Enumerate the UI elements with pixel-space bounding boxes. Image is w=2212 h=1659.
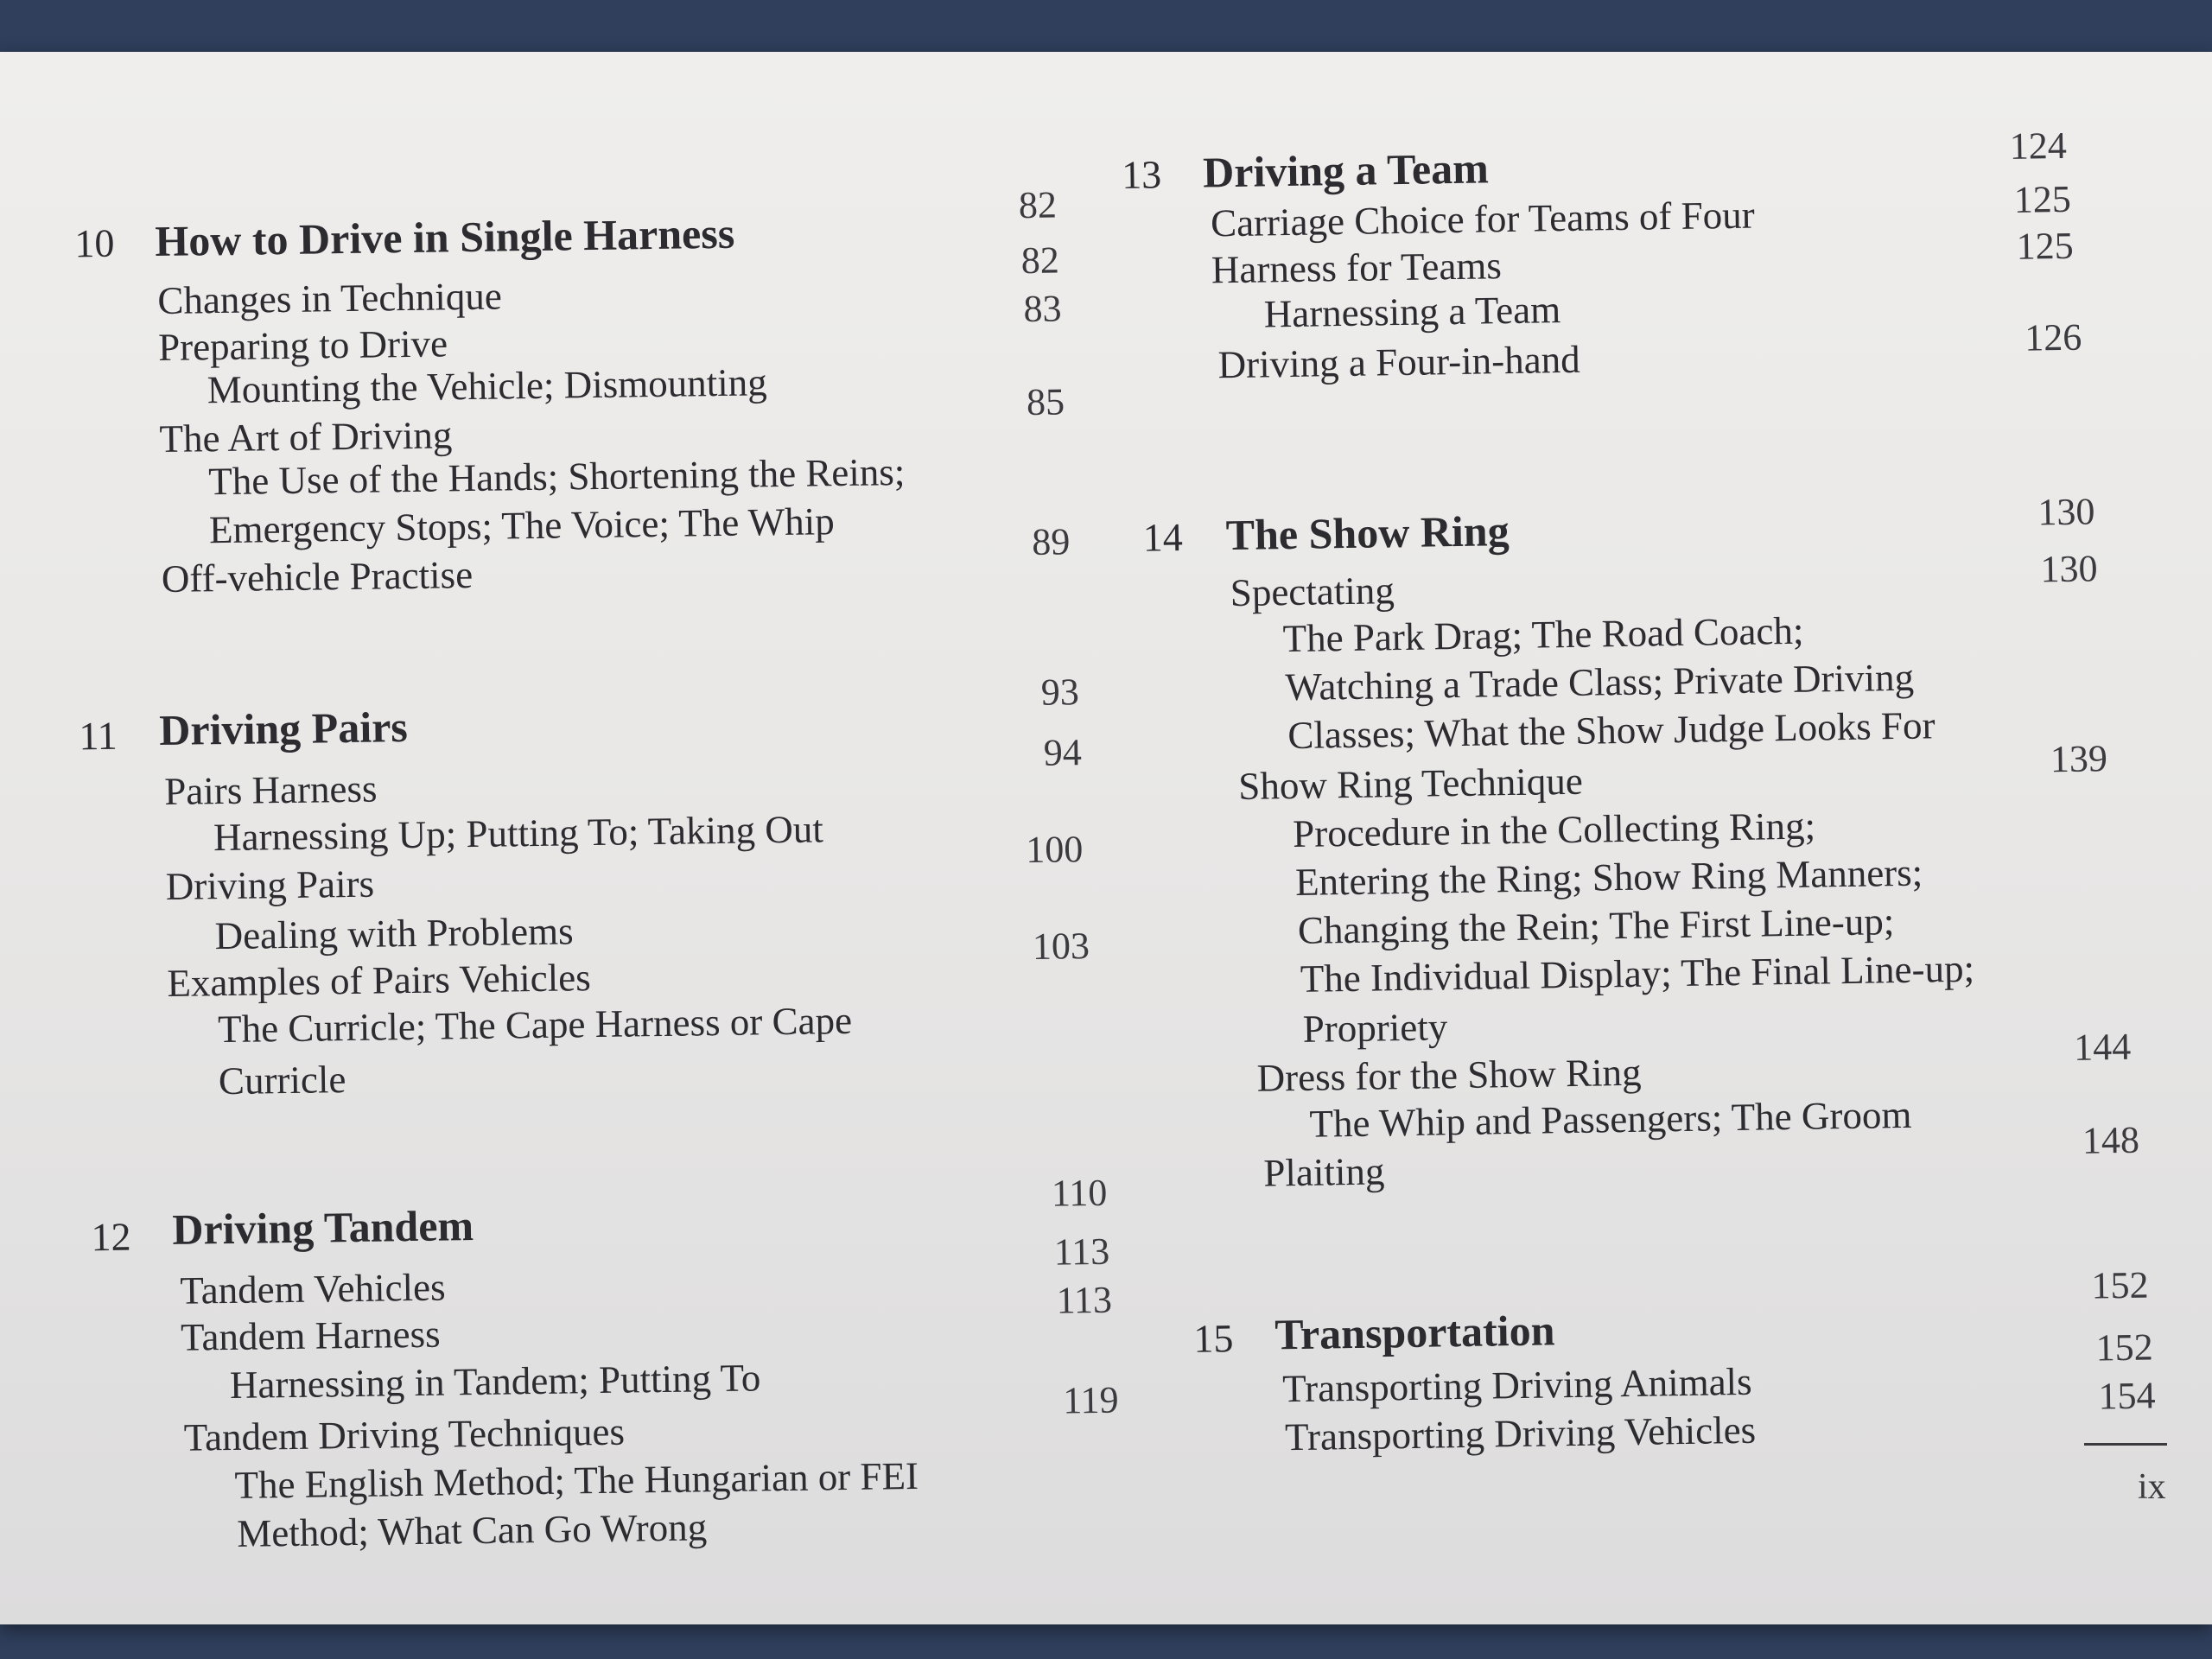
chapter-number: 14 [1142,514,1184,560]
toc-subentry: The Use of the Hands; Shortening the Reins; [207,449,906,504]
toc-subentry: Classes; What the Show Judge Looks For [1287,703,1936,758]
toc-entry: Spectating [1230,569,1395,615]
toc-entry: Dress for the Show Ring [1256,1050,1642,1100]
book-page [0,52,2212,1624]
toc-entry: Transporting Driving Animals [1281,1359,1752,1411]
toc-subentry: Mounting the Vehicle; Dismounting [207,360,767,412]
toc-entry-page: 89 [1032,520,1071,563]
page-folio: ix [2138,1467,2166,1507]
toc-entry: Carriage Choice for Teams of Four [1210,193,1755,245]
toc-subentry: The Curricle; The Cape Harness or Cape [217,998,853,1052]
toc-entry: Harness for Teams [1211,244,1503,292]
chapter-number: 13 [1121,152,1162,198]
toc-subentry: Method; What Can Go Wrong [236,1505,708,1555]
toc-subentry: Changing the Rein; The First Line-up; [1297,899,1895,952]
chapter-page: 124 [2009,124,2068,168]
toc-subentry: Harnessing in Tandem; Putting To [229,1356,761,1407]
toc-subentry: Harnessing Up; Putting To; Taking Out [213,807,824,860]
toc-entry-page: 82 [1020,238,1060,283]
toc-entry: The Art of Driving [159,413,453,461]
chapter-page: 130 [2037,490,2095,534]
toc-subentry: Harnessing a Team [1263,288,1561,336]
toc-subentry: Procedure in the Collecting Ring; [1292,804,1816,856]
toc-entry-page: 94 [1043,731,1083,774]
toc-entry-page: 125 [2013,177,2072,221]
chapter-title: Transportation [1274,1306,1555,1359]
toc-entry-page: 113 [1053,1230,1110,1274]
toc-entry-page: 126 [2024,315,2082,359]
chapter-title: How to Drive in Single Harness [155,208,735,266]
chapter-number: 12 [91,1214,131,1260]
toc-entry-page: 113 [1056,1278,1113,1322]
chapter-title: Driving Pairs [158,702,409,755]
chapter-title: Driving a Team [1202,143,1490,197]
toc-entry: Examples of Pairs Vehicles [167,956,592,1005]
toc-entry-page: 85 [1026,380,1065,423]
toc-entry-page: 100 [1025,828,1084,872]
toc-subentry: Entering the Ring; Show Ring Manners; [1294,850,1923,904]
toc-entry-page: 139 [2050,737,2108,781]
toc-entry: Tandem Driving Techniques [183,1409,626,1459]
toc-entry: Changes in Technique [157,274,503,323]
toc-entry: Off-vehicle Practise [161,552,474,601]
toc-subentry: Watching a Trade Class; Private Driving [1285,655,1915,709]
chapter-page: 110 [1051,1171,1108,1215]
toc-entry: Pairs Harness [163,766,378,813]
toc-entry-page: 119 [1062,1378,1119,1422]
toc-entry: Driving Pairs [165,861,375,908]
toc-subentry: Emergency Stops; The Voice; The Whip [208,499,836,552]
chapter-number: 15 [1192,1316,1234,1361]
toc-entry: Driving a Four-in-hand [1217,337,1581,387]
chapter-title: Driving Tandem [171,1201,474,1254]
toc-entry-page: 148 [2082,1118,2140,1162]
chapter-page: 82 [1018,183,1058,227]
toc-subentry: Dealing with Problems [214,909,574,958]
toc-entry-page: 144 [2073,1025,2132,1069]
toc-entry: Tandem Harness [180,1312,441,1359]
toc-entry-page: 152 [2095,1325,2154,1370]
toc-entry: Plaiting [1262,1149,1385,1195]
toc-entry-page: 154 [2098,1374,2156,1418]
chapter-page: 152 [2091,1263,2149,1307]
toc-entry: Preparing to Drive [157,321,448,370]
toc-entry: Tandem Vehicles [180,1265,446,1313]
toc-subentry: Propriety [1302,1005,1448,1051]
toc-entry-page: 125 [2016,224,2075,268]
chapter-10 [0,36,1122,601]
toc-entry: Show Ring Technique [1237,759,1584,808]
toc-entry-page: 103 [1032,925,1090,968]
toc-subentry: The English Method; The Hungarian or FEI [234,1453,919,1507]
chapter-page: 93 [1040,671,1080,714]
toc-subentry: The Individual Display; The Final Line-up; [1300,946,1975,1001]
toc-entry-page: 83 [1023,287,1062,331]
chapter-number: 11 [79,713,118,759]
toc-subentry: Curricle [218,1058,346,1103]
chapter-number: 10 [74,220,115,266]
chapter-title: The Show Ring [1225,506,1510,560]
toc-subentry: The Whip and Passengers; The Groom [1309,1092,1912,1146]
toc-entry: Transporting Driving Vehicles [1284,1408,1757,1459]
folio-rule [2084,1443,2167,1446]
toc-subentry: The Park Drag; The Road Coach; [1282,608,1804,661]
toc-entry-page: 130 [2040,547,2098,591]
toc-column-right [0,35,2212,1642]
